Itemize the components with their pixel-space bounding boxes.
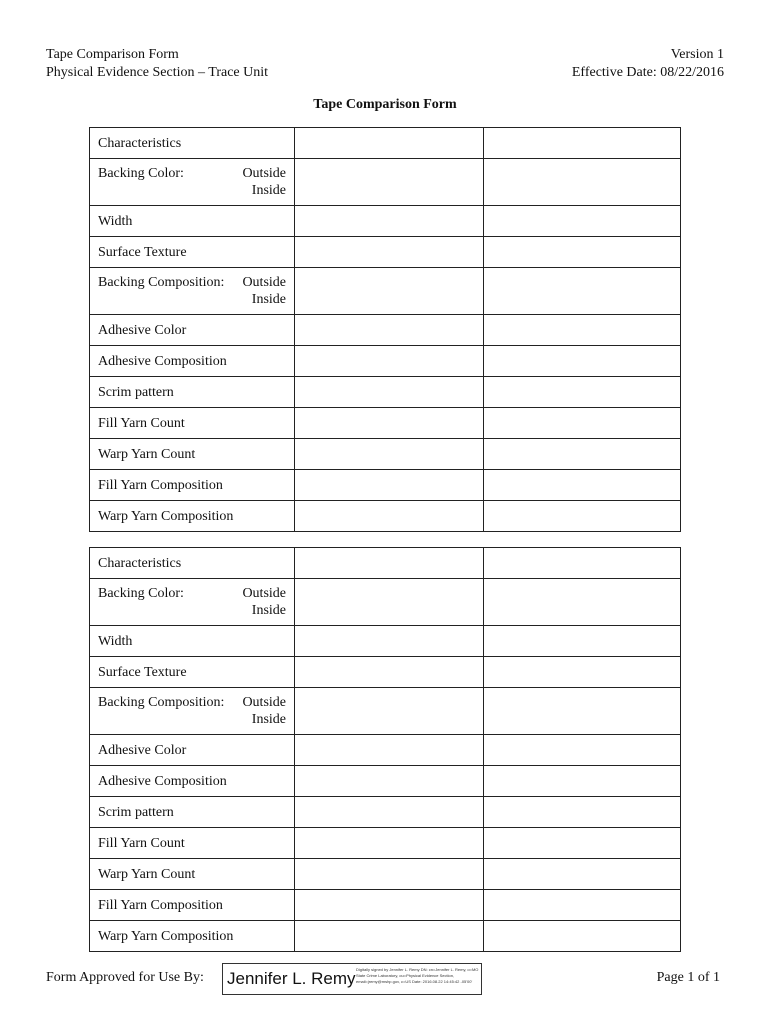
table-row (90, 579, 681, 626)
table-row (90, 766, 681, 797)
approved-label: Form Approved for Use By: (46, 970, 204, 985)
table-row (90, 657, 681, 688)
entry-cell[interactable] (484, 859, 681, 890)
row-label: Warp Yarn Count (90, 859, 295, 890)
table-row (90, 828, 681, 859)
entry-cell[interactable] (295, 237, 484, 268)
entry-cell[interactable] (484, 206, 681, 237)
outside-label: Outside (242, 166, 286, 181)
entry-cell[interactable] (484, 377, 681, 408)
entry-cell[interactable] (484, 766, 681, 797)
row-label: Adhesive Color (90, 315, 295, 346)
table-row (90, 626, 681, 657)
table-row (90, 688, 681, 735)
section-name: Physical Evidence Section – Trace Unit (46, 65, 269, 80)
entry-cell[interactable] (295, 626, 484, 657)
entry-cell[interactable] (295, 766, 484, 797)
entry-cell[interactable] (484, 128, 681, 159)
entry-cell[interactable] (484, 470, 681, 501)
row-label: Fill Yarn Composition (90, 470, 295, 501)
table-row (90, 315, 681, 346)
row-label: Characteristics (90, 128, 295, 159)
table-row (90, 408, 681, 439)
table-row (90, 377, 681, 408)
digital-signature-box[interactable] (222, 963, 482, 995)
row-label: Surface Texture (90, 237, 295, 268)
row-label: Backing Composition: (98, 275, 225, 290)
inside-label: Inside (251, 183, 286, 198)
row-label: Characteristics (90, 548, 295, 579)
entry-cell[interactable] (484, 346, 681, 377)
entry-cell[interactable] (295, 548, 484, 579)
row-label: Width (90, 206, 295, 237)
entry-cell[interactable] (484, 439, 681, 470)
row-label: Fill Yarn Composition (90, 890, 295, 921)
row-label-cell (90, 159, 295, 206)
entry-cell[interactable] (484, 579, 681, 626)
entry-cell[interactable] (295, 921, 484, 952)
page-number: Page 1 of 1 (656, 970, 720, 985)
table-row (90, 501, 681, 532)
entry-cell[interactable] (295, 206, 484, 237)
entry-cell[interactable] (484, 688, 681, 735)
entry-cell[interactable] (484, 268, 681, 315)
outside-label: Outside (242, 275, 286, 290)
signature-name: Jennifer L. Remy (227, 969, 356, 988)
row-label-cell (90, 268, 295, 315)
entry-cell[interactable] (295, 159, 484, 206)
row-label: Warp Yarn Composition (90, 501, 295, 532)
table-row (90, 548, 681, 579)
entry-cell[interactable] (295, 657, 484, 688)
row-label: Warp Yarn Composition (90, 921, 295, 952)
page-title: Tape Comparison Form (313, 97, 457, 112)
effective-date: Effective Date: 08/22/2016 (571, 65, 724, 80)
row-label: Scrim pattern (90, 797, 295, 828)
entry-cell[interactable] (295, 377, 484, 408)
row-label: Fill Yarn Count (90, 408, 295, 439)
entry-cell[interactable] (295, 828, 484, 859)
entry-cell[interactable] (484, 921, 681, 952)
table-row (90, 439, 681, 470)
header-left (46, 46, 268, 82)
row-label: Adhesive Color (90, 735, 295, 766)
row-label: Fill Yarn Count (90, 828, 295, 859)
row-label-cell (90, 579, 295, 626)
entry-cell[interactable] (484, 797, 681, 828)
entry-cell[interactable] (295, 579, 484, 626)
table-row (90, 470, 681, 501)
entry-cell[interactable] (484, 237, 681, 268)
signature-details: Digitally signed by Jennifer L. Remy DN: cn=Jennifer L. Remy, o=MO State Crime Laboratory, ou=Physical Evidence Section, email=jremy@mshp.gov, c=US Date: 2016.08.22 14:45:42 -05'00' (356, 967, 479, 984)
row-label: Width (90, 626, 295, 657)
entry-cell[interactable] (295, 439, 484, 470)
form-name: Tape Comparison Form (46, 47, 179, 62)
entry-cell[interactable] (484, 657, 681, 688)
entry-cell[interactable] (484, 408, 681, 439)
entry-cell[interactable] (484, 315, 681, 346)
row-label: Adhesive Composition (90, 346, 295, 377)
entry-cell[interactable] (295, 859, 484, 890)
row-label: Warp Yarn Count (90, 439, 295, 470)
table-row (90, 128, 681, 159)
entry-cell[interactable] (295, 315, 484, 346)
outside-label: Outside (242, 695, 286, 710)
table-row (90, 735, 681, 766)
inside-label: Inside (251, 712, 286, 727)
entry-cell[interactable] (484, 626, 681, 657)
table-row (90, 268, 681, 315)
row-label: Backing Composition: (98, 695, 225, 710)
entry-cell[interactable] (484, 735, 681, 766)
comparison-table-1 (89, 127, 681, 532)
entry-cell[interactable] (295, 470, 484, 501)
inside-label: Inside (251, 292, 286, 307)
table-row (90, 237, 681, 268)
entry-cell[interactable] (295, 346, 484, 377)
table-row (90, 890, 681, 921)
table-row (90, 859, 681, 890)
row-label: Scrim pattern (90, 377, 295, 408)
entry-cell[interactable] (484, 501, 681, 532)
entry-cell[interactable] (295, 890, 484, 921)
table-row (90, 797, 681, 828)
comparison-table-2 (89, 547, 681, 952)
table-row (90, 206, 681, 237)
table-row (90, 921, 681, 952)
row-label: Adhesive Composition (90, 766, 295, 797)
outside-label: Outside (242, 586, 286, 601)
entry-cell[interactable] (295, 735, 484, 766)
entry-cell[interactable] (484, 548, 681, 579)
version-label: Version 1 (670, 47, 724, 62)
entry-cell[interactable] (295, 688, 484, 735)
entry-cell[interactable] (295, 408, 484, 439)
row-label: Backing Color: (98, 586, 184, 601)
table-row (90, 159, 681, 206)
entry-cell[interactable] (295, 128, 484, 159)
header-right (572, 46, 724, 82)
inside-label: Inside (251, 603, 286, 618)
row-label: Surface Texture (90, 657, 295, 688)
entry-cell[interactable] (295, 268, 484, 315)
row-label: Backing Color: (98, 166, 184, 181)
entry-cell[interactable] (295, 797, 484, 828)
entry-cell[interactable] (295, 501, 484, 532)
entry-cell[interactable] (484, 828, 681, 859)
entry-cell[interactable] (484, 890, 681, 921)
table-row (90, 346, 681, 377)
entry-cell[interactable] (484, 159, 681, 206)
row-label-cell (90, 688, 295, 735)
